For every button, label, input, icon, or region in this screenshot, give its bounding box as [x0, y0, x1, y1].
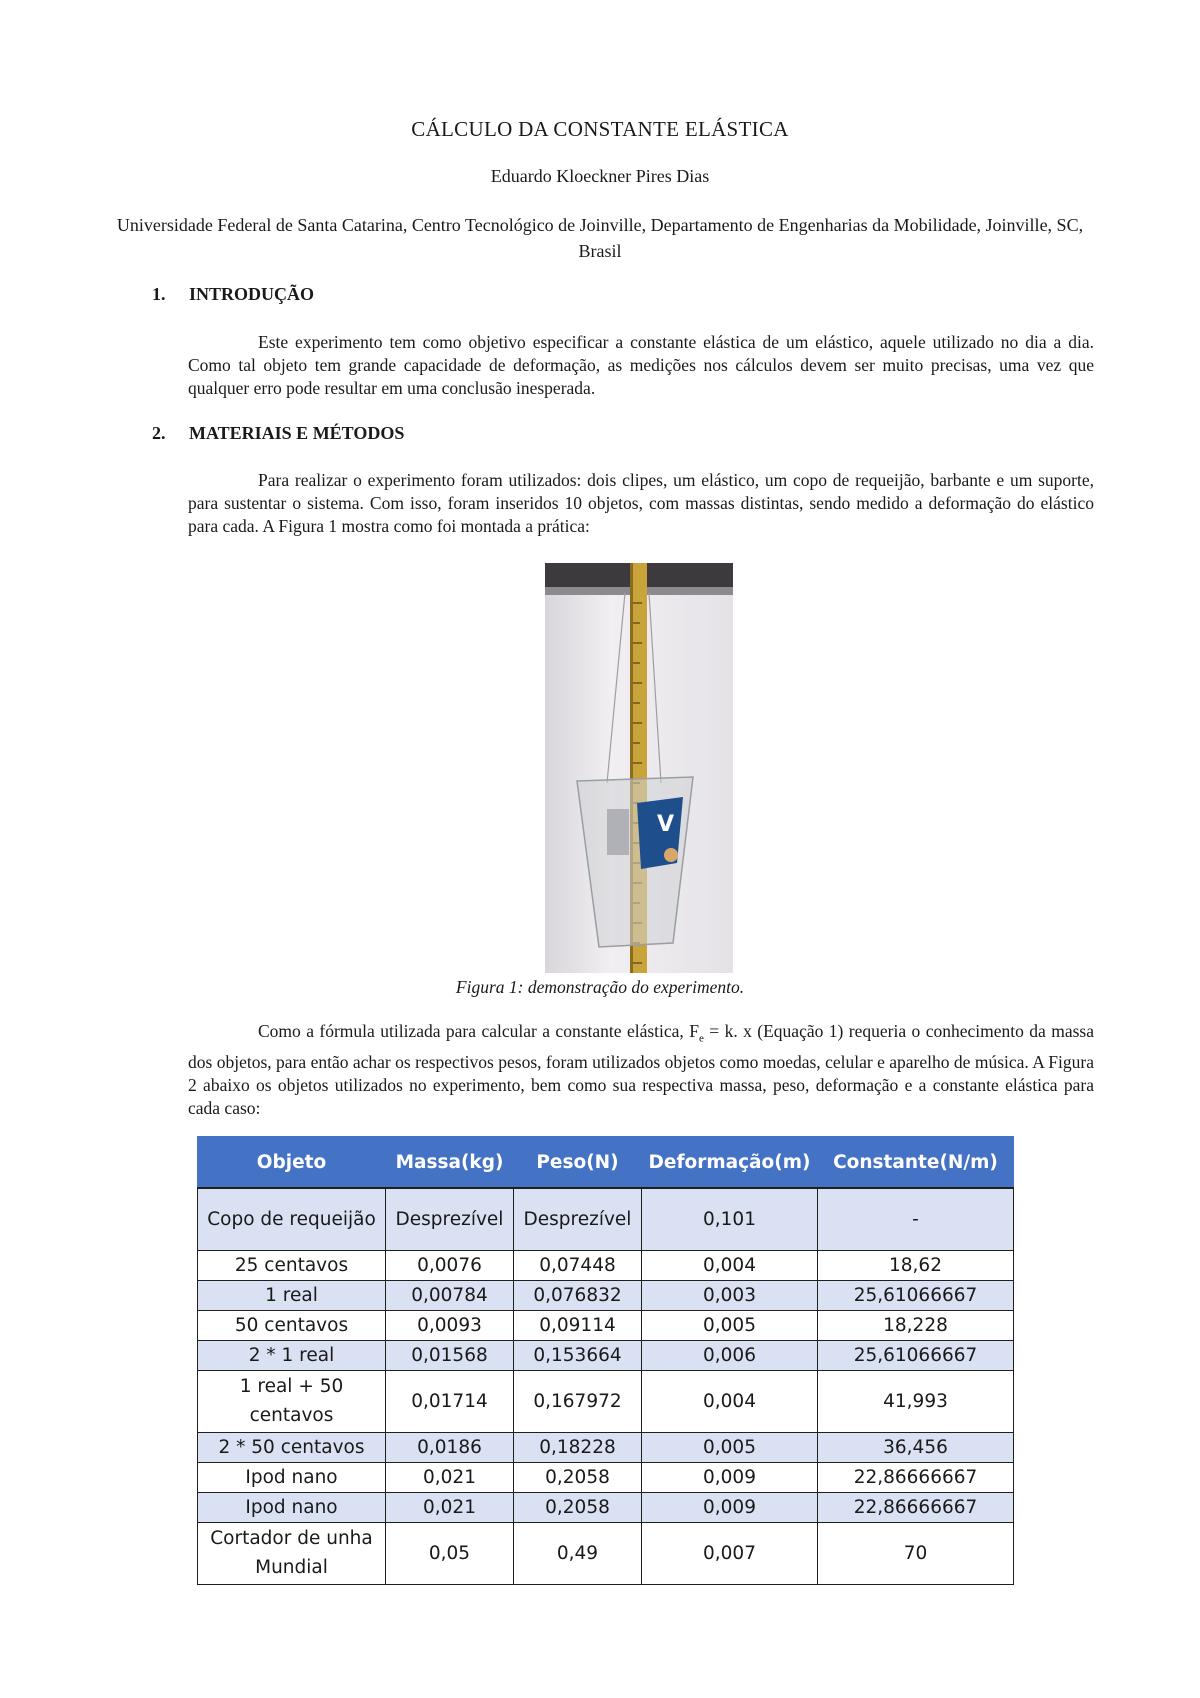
affiliation: Universidade Federal de Santa Catarina, Centro Tecnológico de Joinville, Departamento de Engenharias da Mobilidade, Joinville, SC, Brasil — [116, 215, 1084, 261]
cell-constante: - — [818, 1188, 1014, 1250]
cell-objeto: 50 centavos — [198, 1310, 386, 1340]
cell-peso: 0,2058 — [514, 1462, 642, 1492]
table-row — [198, 1462, 1014, 1492]
cell-constante: 22,86666667 — [818, 1492, 1014, 1522]
cell-constante: 36,456 — [818, 1432, 1014, 1462]
cell-massa: 0,01714 — [386, 1370, 514, 1432]
cell-objeto: Ipod nano — [198, 1492, 386, 1522]
cell-massa: 0,0076 — [386, 1250, 514, 1280]
cell-deformacao: 0,007 — [642, 1522, 818, 1584]
formula-paragraph — [188, 1020, 1094, 1120]
cell-constante: 25,61066667 — [818, 1280, 1014, 1310]
cell-peso: 0,09114 — [514, 1310, 642, 1340]
cell-objeto: 25 centavos — [198, 1250, 386, 1280]
paper-title: CÁLCULO DA CONSTANTE ELÁSTICA — [411, 117, 789, 141]
section-heading-introducao — [152, 284, 314, 305]
figure-caption: Figura 1: demonstração do experimento. — [455, 977, 745, 997]
header-constante: Constante(N/m) — [818, 1137, 1014, 1189]
formula-text-after: = k. x (Equação 1) requeria o conhecimento da massa dos objetos, para então achar os respectivos pesos, foram utilizados objetos como moedas, celular e aparelho de música. A Figura 2 abaixo os objetos utilizados no experimento, bem como sua respectiva massa, peso, deformação e a constante elástica para cada caso: — [188, 1021, 1095, 1118]
section-number: 2. — [152, 423, 166, 443]
cell-massa: Desprezível — [386, 1188, 514, 1250]
cell-deformacao: 0,003 — [642, 1280, 818, 1310]
cell-deformacao: 0,009 — [642, 1492, 818, 1522]
results-table — [197, 1136, 1014, 1585]
cell-objeto: 1 real + 50 centavos — [198, 1370, 386, 1432]
section-number: 1. — [152, 284, 166, 304]
cell-massa: 0,021 — [386, 1492, 514, 1522]
cell-deformacao: 0,005 — [642, 1432, 818, 1462]
cell-constante: 18,62 — [818, 1250, 1014, 1280]
experiment-photo — [545, 563, 733, 973]
cell-massa: 0,0093 — [386, 1310, 514, 1340]
photo-cup-label: V — [657, 812, 675, 837]
cell-peso: 0,18228 — [514, 1432, 642, 1462]
author-name: Eduardo Kloeckner Pires Dias — [490, 166, 710, 186]
cell-objeto: 2 * 1 real — [198, 1340, 386, 1370]
materials-paragraph: Para realizar o experimento foram utilizados: dois clipes, um elástico, um copo de requeijão, barbante e um suporte, para sustentar o sistema. Com isso, foram inseridos 10 objetos, com massas distintas, sendo medido a deformação do elástico para cada. A Figura 1 mostra como foi montada a prática: — [188, 470, 1094, 536]
section-title: INTRODUÇÃO — [189, 284, 315, 304]
table-row — [198, 1250, 1014, 1280]
cell-massa: 0,05 — [386, 1522, 514, 1584]
cell-deformacao: 0,004 — [642, 1370, 818, 1432]
cell-constante: 22,86666667 — [818, 1462, 1014, 1492]
table-row — [198, 1492, 1014, 1522]
formula-text-before: Como a fórmula utilizada para calcular a constante elástica, F — [258, 1021, 699, 1041]
cell-massa: 0,01568 — [386, 1340, 514, 1370]
table-row — [198, 1310, 1014, 1340]
cell-peso: 0,153664 — [514, 1340, 642, 1370]
cell-peso: 0,167972 — [514, 1370, 642, 1432]
table-row — [198, 1370, 1014, 1432]
cell-objeto: Copo de requeijão — [198, 1188, 386, 1250]
cell-objeto: 1 real — [198, 1280, 386, 1310]
intro-paragraph: Este experimento tem como objetivo especificar a constante elástica de um elástico, aquele utilizado no dia a dia. Como tal objeto tem grande capacidade de deformação, as medições nos cálculos devem ser muito precisas, uma vez que qualquer erro pode resultar em uma conclusão inesperada. — [188, 332, 1094, 398]
cell-peso: 0,2058 — [514, 1492, 642, 1522]
table-row — [198, 1280, 1014, 1310]
header-deformacao: Deformação(m) — [642, 1137, 818, 1189]
table-row — [198, 1432, 1014, 1462]
header-objeto: Objeto — [198, 1137, 386, 1189]
cell-massa: 0,021 — [386, 1462, 514, 1492]
cell-peso: 0,07448 — [514, 1250, 642, 1280]
cell-deformacao: 0,006 — [642, 1340, 818, 1370]
cell-peso: 0,49 — [514, 1522, 642, 1584]
cell-deformacao: 0,004 — [642, 1250, 818, 1280]
cell-peso: Desprezível — [514, 1188, 642, 1250]
cell-massa: 0,0186 — [386, 1432, 514, 1462]
section-heading-materiais — [152, 423, 404, 444]
cell-objeto: Cortador de unha Mundial — [198, 1522, 386, 1584]
formula-subscript: e — [698, 1032, 704, 1045]
table-row — [198, 1188, 1014, 1250]
section-title: MATERIAIS E MÉTODOS — [189, 423, 405, 443]
header-peso: Peso(N) — [514, 1137, 642, 1189]
experiment-photo-drawing — [545, 563, 733, 973]
cell-peso: 0,076832 — [514, 1280, 642, 1310]
cell-objeto: Ipod nano — [198, 1462, 386, 1492]
cell-constante: 41,993 — [818, 1370, 1014, 1432]
cell-constante: 70 — [818, 1522, 1014, 1584]
cell-objeto: 2 * 50 centavos — [198, 1432, 386, 1462]
cell-deformacao: 0,005 — [642, 1310, 818, 1340]
table-row — [198, 1522, 1014, 1584]
cell-constante: 25,61066667 — [818, 1340, 1014, 1370]
header-massa: Massa(kg) — [386, 1137, 514, 1189]
cell-deformacao: 0,009 — [642, 1462, 818, 1492]
table-header-row — [198, 1137, 1014, 1189]
cell-constante: 18,228 — [818, 1310, 1014, 1340]
cell-massa: 0,00784 — [386, 1280, 514, 1310]
table-row — [198, 1340, 1014, 1370]
cell-deformacao: 0,101 — [642, 1188, 818, 1250]
